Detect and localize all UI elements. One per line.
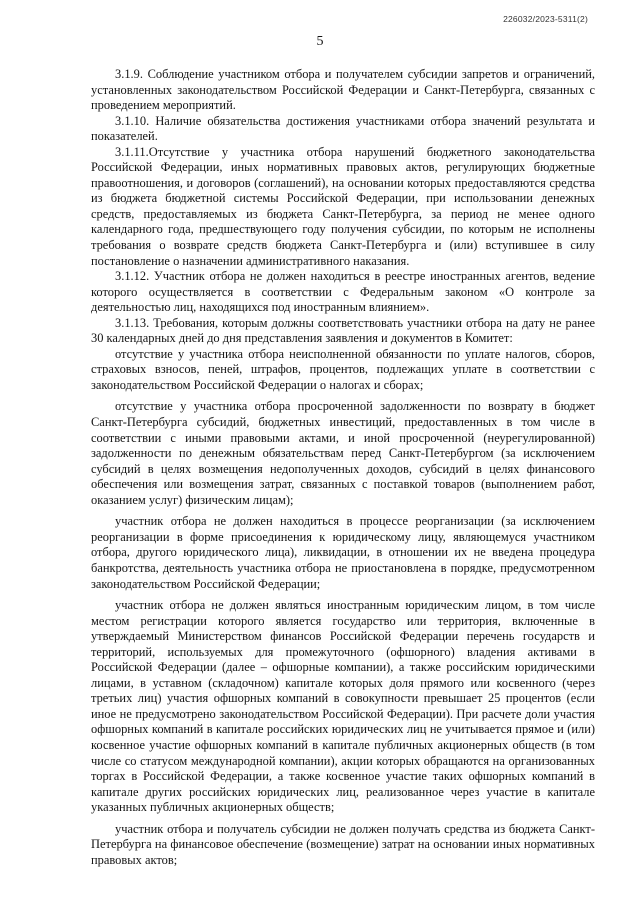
- requirement-no-tax-debt: отсутствие у участника отбора неисполненной обязанности по уплате налогов, сборов, страховых взносов, пеней, штрафов, процентов, подлежащих уплате в соответствии с законодательством Российской Федерации о налогах и сборах;: [91, 346, 595, 392]
- requirement-no-reorganization: участник отбора не должен находиться в процессе реорганизации (за исключением реорганизации в форме присоединения к юридическому лицу, являющемуся участником отбора, другого юридического лица), ликвидации, в отношении их не введена процедура банкротства, деятельность участника отбора не приостановлена в порядке, предусмотренном законодательством Российской Федерации;: [91, 514, 595, 591]
- document-body: [91, 67, 595, 868]
- page-number: 5: [316, 34, 324, 49]
- requirement-no-other-funding: участник отбора и получатель субсидии не должен получать средства из бюджета Санкт-Петербурга на финансовое обеспечение (возмещение) затрат на основании иных нормативных правовых актов;: [91, 821, 595, 867]
- paragraph-3-1-13: 3.1.13. Требования, которым должны соответствовать участники отбора на дату не ранее 30 календарных дней до дня представления заявления и документов в Комитет:: [91, 315, 595, 346]
- requirement-not-foreign-entity: участник отбора не должен являться иностранным юридическим лицом, в том числе местом регистрации которого является государство или территория, включенные в утверждаемый Министерством финансов Российской Федерации перечень государств и территорий, используемых для промежуточного (офшорного) владения активами в Российской Федерации (далее – офшорные компании), а также российским юридическими лицами, в уставном (складочном) капитале которых доля прямого или косвенного (через третьих лиц) участия офшорных компаний в совокупности превышает 25 процентов (если иное не предусмотрено законодательством Российской Федерации). При расчете доли участия офшорных компаний в капитале российских юридических лиц не учитывается прямое и (или) косвенное участие офшорных компаний в капитале публичных акционерных обществ (в том числе со статусом международной компании), акции которых обращаются на организованных торгах в Российской Федерации, а также косвенное участие таких офшорных компаний в капитале других российских юридических лиц, реализованное через участие в капитале указанных публичных акционерных обществ;: [91, 598, 595, 815]
- paragraph-3-1-10: 3.1.10. Наличие обязательства достижения участниками отбора значений результата и показателей.: [91, 113, 595, 144]
- paragraph-3-1-9: 3.1.9. Соблюдение участником отбора и получателем субсидии запретов и ограничений, установленных законодательством Российской Федерации и Санкт-Петербурга, связанных с проведением мероприятий.: [91, 67, 595, 113]
- requirement-no-overdue-debt: отсутствие у участника отбора просроченной задолженности по возврату в бюджет Санкт-Петербурга субсидий, бюджетных инвестиций, предоставленных в том числе в соответствии с иными правовыми актами, и иной просроченной (неурегулированной) задолженности по денежным обязательствам перед Санкт-Петербургом (за исключением субсидий в целях возмещения недополученных доходов, субсидий в целях финансового обеспечения или возмещения затрат, связанных с поставкой товаров (выполнением работ, оказанием услуг) физическим лицам);: [91, 399, 595, 507]
- paragraph-3-1-12: 3.1.12. Участник отбора не должен находиться в реестре иностранных агентов, ведение которого осуществляется в соответствии с Федеральным законом «О контроле за деятельностью лиц, находящихся под иностранным влиянием».: [91, 269, 595, 315]
- paragraph-3-1-11: 3.1.11.Отсутствие у участника отбора нарушений бюджетного законодательства Российской Федерации, иных нормативных правовых актов, регулирующих бюджетные правоотношения, и договоров (соглашений), на основании которых предоставляются средства из бюджета бюджетной системы Российской Федерации, при использовании денежных средств, предоставляемых из бюджета Санкт-Петербурга, за период не менее одного календарного года, предшествующего году получения субсидии, по которым не исполнены требования о возврате средств бюджета Санкт-Петербурга и (или) вступившее в силу постановление о назначении административного наказания.: [91, 144, 595, 268]
- document-number: 226032/2023-5311(2): [503, 14, 588, 24]
